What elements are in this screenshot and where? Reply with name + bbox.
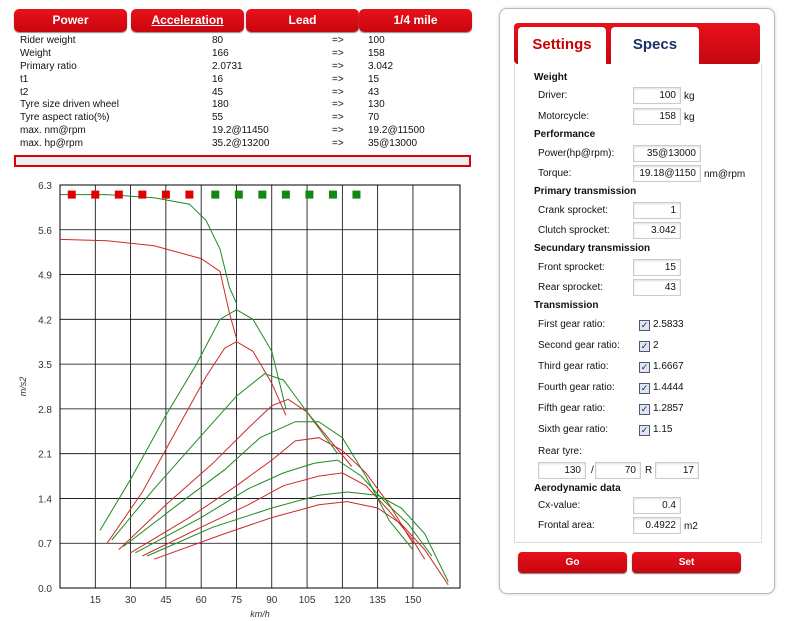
y-tick-label: 6.3 xyxy=(38,181,52,192)
torque-label: Torque: xyxy=(538,168,572,179)
first-gear-label: First gear ratio: xyxy=(538,319,606,330)
tab-settings[interactable]: Settings xyxy=(518,27,606,64)
y-tick-label: 5.6 xyxy=(38,225,52,237)
tab-specs[interactable]: Specs xyxy=(611,27,699,64)
x-tick-label: 105 xyxy=(298,595,316,606)
driver-weight-input[interactable]: 100 xyxy=(633,87,681,104)
comparison-value-b: 43 xyxy=(368,86,380,98)
motorcycle-weight-input[interactable]: 158 xyxy=(633,108,681,125)
comparison-arrow: => xyxy=(332,73,344,85)
power-tab-button[interactable] xyxy=(14,9,127,32)
comparison-value-a: 16 xyxy=(212,73,224,85)
comparison-value-b: 158 xyxy=(368,47,385,59)
y-tick-label: 1.4 xyxy=(38,494,52,506)
sixth-gear-value: 1.15 xyxy=(653,424,673,435)
second-gear-value: 2 xyxy=(653,340,659,351)
green-marker xyxy=(235,191,243,199)
fifth-gear-checkbox[interactable]: ✓ xyxy=(640,404,649,414)
comparison-value-a: 166 xyxy=(212,47,229,59)
comparison-row xyxy=(20,48,470,61)
y-tick-label: 2.1 xyxy=(38,449,52,461)
lead-tab-button[interactable] xyxy=(246,9,359,32)
second-gear-label: Second gear ratio: xyxy=(538,340,620,351)
green-marker xyxy=(329,191,337,199)
driver-label: Driver: xyxy=(538,90,568,101)
progress-bar xyxy=(14,155,471,167)
x-tick-label: 90 xyxy=(266,595,278,606)
x-tick-label: 150 xyxy=(404,595,422,606)
tyre-separator-r: R xyxy=(645,465,653,476)
red-marker xyxy=(68,191,76,199)
top-navigation xyxy=(14,9,470,33)
torque-input[interactable]: 19.18@1150 xyxy=(633,165,701,182)
comparison-row xyxy=(20,138,470,151)
power-tab-label: Power xyxy=(52,13,89,27)
secondary-transmission-title: Secundary transmission xyxy=(534,243,651,254)
comparison-table xyxy=(20,35,470,151)
tyre-separator-slash: / xyxy=(591,465,594,476)
red-marker xyxy=(185,191,193,199)
set-button[interactable]: Set xyxy=(632,552,741,573)
motorcycle-label: Motorcycle: xyxy=(538,111,590,122)
third-gear-label: Third gear ratio: xyxy=(538,361,609,372)
comparison-value-b: 3.042 xyxy=(368,60,394,72)
comparison-row xyxy=(20,112,470,125)
comparison-arrow: => xyxy=(332,60,344,72)
comparison-row xyxy=(20,87,470,100)
comparison-value-b: 19.2@11500 xyxy=(368,125,425,137)
comparison-label: t1 xyxy=(20,73,29,85)
front-sprocket-label: Front sprocket: xyxy=(538,262,605,273)
fourth-gear-checkbox[interactable]: ✓ xyxy=(640,383,649,393)
y-tick-label: 2.8 xyxy=(38,404,52,416)
front-sprocket-input[interactable]: 15 xyxy=(633,259,681,276)
sixth-gear-label: Sixth gear ratio: xyxy=(538,424,609,435)
settings-form xyxy=(514,64,762,543)
second-gear-checkbox[interactable]: ✓ xyxy=(640,341,649,351)
comparison-label: Rider weight xyxy=(20,35,76,46)
comparison-value-a: 2.0731 xyxy=(212,60,243,72)
cx-value-label: Cx-value: xyxy=(538,500,581,511)
driver-unit: kg xyxy=(684,91,695,102)
green-marker xyxy=(211,191,219,199)
sixth-gear-checkbox[interactable]: ✓ xyxy=(640,425,649,435)
comparison-value-b: 130 xyxy=(368,99,385,111)
x-tick-label: 135 xyxy=(369,595,386,606)
comparison-arrow: => xyxy=(332,138,344,150)
x-tick-label: 60 xyxy=(195,595,207,606)
tyre-rim-input[interactable]: 17 xyxy=(655,462,699,479)
cx-value-input[interactable]: 0.4 xyxy=(633,497,681,514)
comparison-label: Primary ratio xyxy=(20,60,77,72)
go-button[interactable]: Go xyxy=(518,552,627,573)
rear-sprocket-input[interactable]: 43 xyxy=(633,279,681,296)
quarter-mile-tab-label: 1/4 mile xyxy=(393,13,438,27)
settings-panel xyxy=(499,8,775,594)
frontal-area-unit: m2 xyxy=(684,521,698,532)
third-gear-value: 1.6667 xyxy=(653,361,684,372)
comparison-value-b: 70 xyxy=(368,112,380,124)
x-tick-label: 15 xyxy=(89,595,101,606)
green-marker xyxy=(258,191,266,199)
comparison-label: t2 xyxy=(20,86,29,98)
acceleration-chart xyxy=(0,176,470,621)
comparison-row xyxy=(20,61,470,74)
first-gear-checkbox[interactable]: ✓ xyxy=(640,320,649,330)
acceleration-tab-label: Acceleration xyxy=(151,13,224,27)
comparison-value-a: 180 xyxy=(212,99,229,111)
green-marker xyxy=(282,191,290,199)
acceleration-tab-button[interactable] xyxy=(131,9,244,32)
y-tick-label: 4.9 xyxy=(38,270,52,282)
comparison-value-b: 15 xyxy=(368,73,380,85)
comparison-arrow: => xyxy=(332,125,344,137)
quarter-mile-tab-button[interactable] xyxy=(359,9,472,32)
weight-section-title: Weight xyxy=(534,72,568,83)
comparison-row xyxy=(20,99,470,112)
comparison-label: Tyre aspect ratio(%) xyxy=(20,112,110,124)
comparison-arrow: => xyxy=(332,86,344,98)
primary-transmission-title: Primary transmission xyxy=(534,186,637,197)
y-tick-label: 4.2 xyxy=(38,315,52,327)
panel-tab-bar xyxy=(514,23,760,64)
comparison-value-a: 35.2@13200 xyxy=(212,138,270,150)
comparison-value-b: 35@13000 xyxy=(368,138,418,150)
power-label: Power(hp@rpm): xyxy=(538,148,615,159)
y-tick-label: 0.7 xyxy=(38,539,52,551)
comparison-row xyxy=(20,74,470,87)
x-tick-label: 30 xyxy=(125,595,137,606)
motorcycle-unit: kg xyxy=(684,112,695,123)
comparison-value-a: 45 xyxy=(212,86,224,98)
performance-section-title: Performance xyxy=(534,129,596,140)
red-marker xyxy=(115,191,123,199)
red-marker xyxy=(138,191,146,199)
x-axis-label: km/h xyxy=(250,609,270,619)
crank-sprocket-input[interactable]: 1 xyxy=(633,202,681,219)
crank-sprocket-label: Crank sprocket: xyxy=(538,205,609,216)
x-tick-label: 75 xyxy=(230,595,243,606)
fourth-gear-label: Fourth gear ratio: xyxy=(538,382,615,393)
rear-tyre-label: Rear tyre: xyxy=(538,446,582,457)
red-marker xyxy=(162,191,170,199)
comparison-arrow: => xyxy=(332,99,344,111)
x-tick-label: 120 xyxy=(334,595,351,606)
comparison-value-a: 19.2@11450 xyxy=(212,125,269,137)
fifth-gear-label: Fifth gear ratio: xyxy=(538,403,606,414)
aerodynamic-section-title: Aerodynamic data xyxy=(534,483,621,494)
comparison-arrow: => xyxy=(332,112,344,124)
tyre-width-input[interactable]: 130 xyxy=(538,462,586,479)
y-tick-label: 3.5 xyxy=(38,360,52,372)
clutch-sprocket-label: Clutch sprocket: xyxy=(538,225,610,236)
torque-unit: nm@rpm xyxy=(704,169,746,180)
fourth-gear-value: 1.4444 xyxy=(653,382,684,393)
comparison-label: Tyre size driven wheel xyxy=(20,99,119,111)
comparison-arrow: => xyxy=(332,47,344,59)
power-input[interactable]: 35@13000 xyxy=(633,145,701,162)
third-gear-checkbox[interactable]: ✓ xyxy=(640,362,649,372)
clutch-sprocket-input[interactable]: 3.042 xyxy=(633,222,681,239)
lead-tab-label: Lead xyxy=(288,13,317,27)
fifth-gear-value: 1.2857 xyxy=(653,403,684,414)
y-axis-label: m/s2 xyxy=(18,376,28,397)
frontal-area-input[interactable]: 0.4922 xyxy=(633,517,681,534)
rear-sprocket-label: Rear sprocket: xyxy=(538,282,604,293)
transmission-section-title: Transmission xyxy=(534,300,599,311)
green-marker xyxy=(305,191,313,199)
comparison-row xyxy=(20,125,470,138)
first-gear-value: 2.5833 xyxy=(653,319,684,330)
red-marker xyxy=(91,191,99,199)
comparison-label: Weight xyxy=(20,47,51,59)
comparison-label: max. nm@rpm xyxy=(20,125,86,137)
x-tick-label: 45 xyxy=(160,595,172,606)
comparison-value-a: 80 xyxy=(212,35,224,46)
comparison-label: max. hp@rpm xyxy=(20,138,83,150)
comparison-value-b: 100 xyxy=(368,35,385,46)
tyre-aspect-input[interactable]: 70 xyxy=(595,462,641,479)
comparison-arrow: => xyxy=(332,35,344,46)
plot-area xyxy=(60,185,460,588)
y-tick-label: 0.0 xyxy=(38,584,52,595)
comparison-row xyxy=(20,35,470,48)
frontal-area-label: Frontal area: xyxy=(538,520,595,531)
green-marker xyxy=(352,191,360,199)
comparison-value-a: 55 xyxy=(212,112,224,124)
